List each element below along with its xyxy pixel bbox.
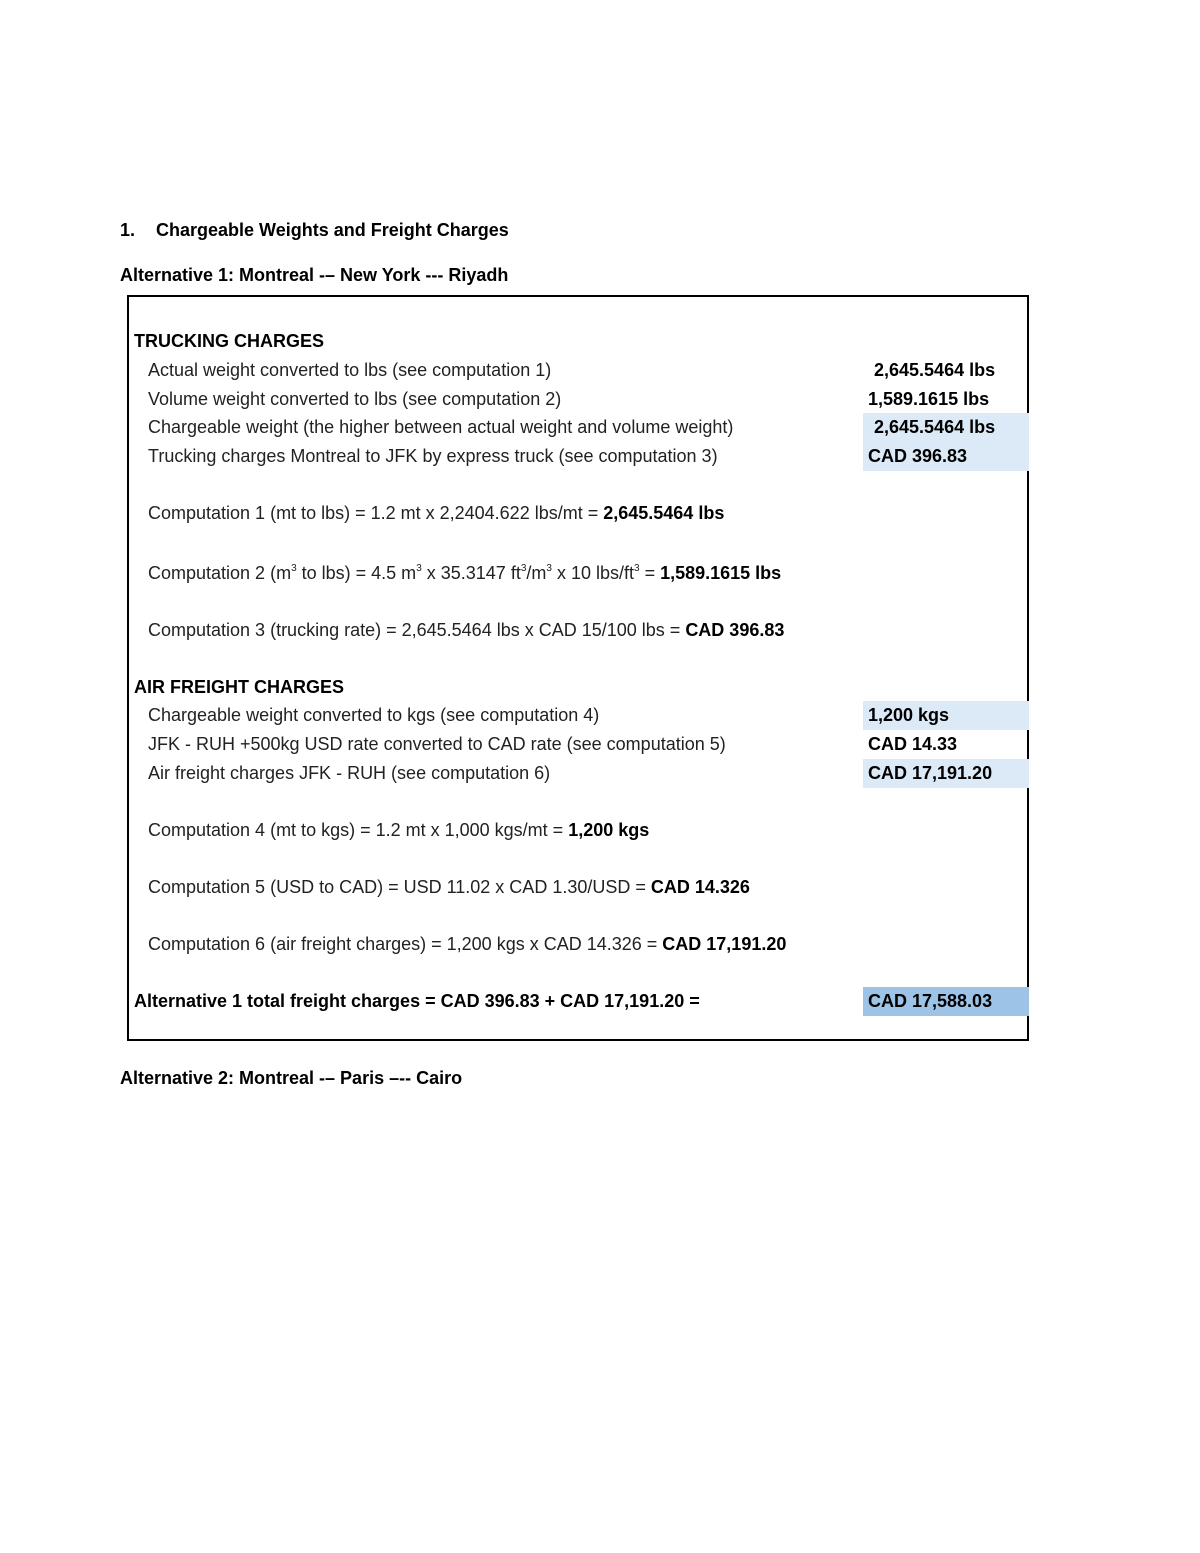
computation-4: Computation 4 (mt to kgs) = 1.2 mt x 1,000 kgs/mt = 1,200 kgs: [148, 820, 650, 840]
row-label: Actual weight converted to lbs (see computation 1): [148, 360, 552, 380]
row-label: Chargeable weight (the higher between actual weight and volume weight): [148, 417, 734, 437]
row-value: CAD 396.83: [863, 442, 1029, 471]
trucking-row-volume-weight: [129, 385, 1027, 414]
computation-1: Computation 1 (mt to lbs) = 1.2 mt x 2,2404.622 lbs/mt = 2,645.5464 lbs: [148, 503, 725, 523]
computation-2: Computation 2 ($m^3$ to lbs) = 4.5 $m^3$ x 35.3147 $ft^3/m^3$ x 10 lbs/$ft^3 = 1,589.1615$ lbs: [148, 563, 782, 583]
section-number: 1.: [120, 220, 136, 240]
trucking-row-chargeable-weight: [129, 413, 1027, 442]
computation-5: Computation 5 (USD to CAD) = USD 11.02 x CAD 1.30/USD = CAD 14.326: [148, 877, 750, 897]
air-freight-charges-title: AIR FREIGHT CHARGES: [134, 677, 345, 697]
computation-2-result: 1,589.1615 lbs: [660, 563, 782, 583]
row-value: 1,589.1615 lbs: [868, 389, 990, 409]
alternative-2-title: Alternative 2: Montreal -– Paris –-- Cairo: [120, 1068, 463, 1088]
row-value: 2,645.5464 lbs: [863, 413, 1029, 442]
computation-6-result: CAD 17,191.20: [662, 934, 787, 954]
row-value: CAD 14.33: [868, 734, 958, 754]
row-value: 1,200 kgs: [863, 701, 1029, 730]
freight-computation-table: [127, 295, 1029, 1041]
computation-1-result: 2,645.5464 lbs: [603, 503, 725, 523]
section-heading: [120, 220, 509, 241]
row-label: Volume weight converted to lbs (see computation 2): [148, 389, 562, 409]
total-label: Alternative 1 total freight charges = CAD 396.83 + CAD 17,191.20 =: [134, 991, 700, 1011]
row-value: 2,645.5464 lbs: [874, 360, 996, 380]
row-label: JFK - RUH +500kg USD rate converted to CAD rate (see computation 5): [148, 734, 726, 754]
total-value: CAD 17,588.03: [863, 987, 1029, 1016]
total-row: [129, 987, 1027, 1016]
computation-3-result: CAD 396.83: [685, 620, 785, 640]
computation-4-result: 1,200 kgs: [568, 820, 650, 840]
air-row-charges: [129, 759, 1027, 788]
trucking-row-charges: [129, 442, 1027, 471]
row-label: Trucking charges Montreal to JFK by express truck (see computation 3): [148, 446, 718, 466]
trucking-row-actual-weight: [129, 356, 1027, 385]
air-row-rate: [129, 730, 1027, 759]
computation-3: Computation 3 (trucking rate) = 2,645.5464 lbs x CAD 15/100 lbs = CAD 396.83: [148, 620, 785, 640]
computation-5-result: CAD 14.326: [650, 877, 750, 897]
computation-6: Computation 6 (air freight charges) = 1,200 kgs x CAD 14.326 = CAD 17,191.20: [148, 934, 787, 954]
trucking-charges-title: TRUCKING CHARGES: [134, 331, 325, 351]
air-row-chargeable-weight: [129, 701, 1027, 730]
alternative-1-title: Alternative 1: Montreal -– New York --- Riyadh: [120, 265, 509, 285]
row-label: Chargeable weight converted to kgs (see computation 4): [148, 705, 600, 725]
section-title: Chargeable Weights and Freight Charges: [156, 220, 509, 240]
row-label: Air freight charges JFK - RUH (see computation 6): [148, 763, 551, 783]
row-value: CAD 17,191.20: [863, 759, 1029, 788]
